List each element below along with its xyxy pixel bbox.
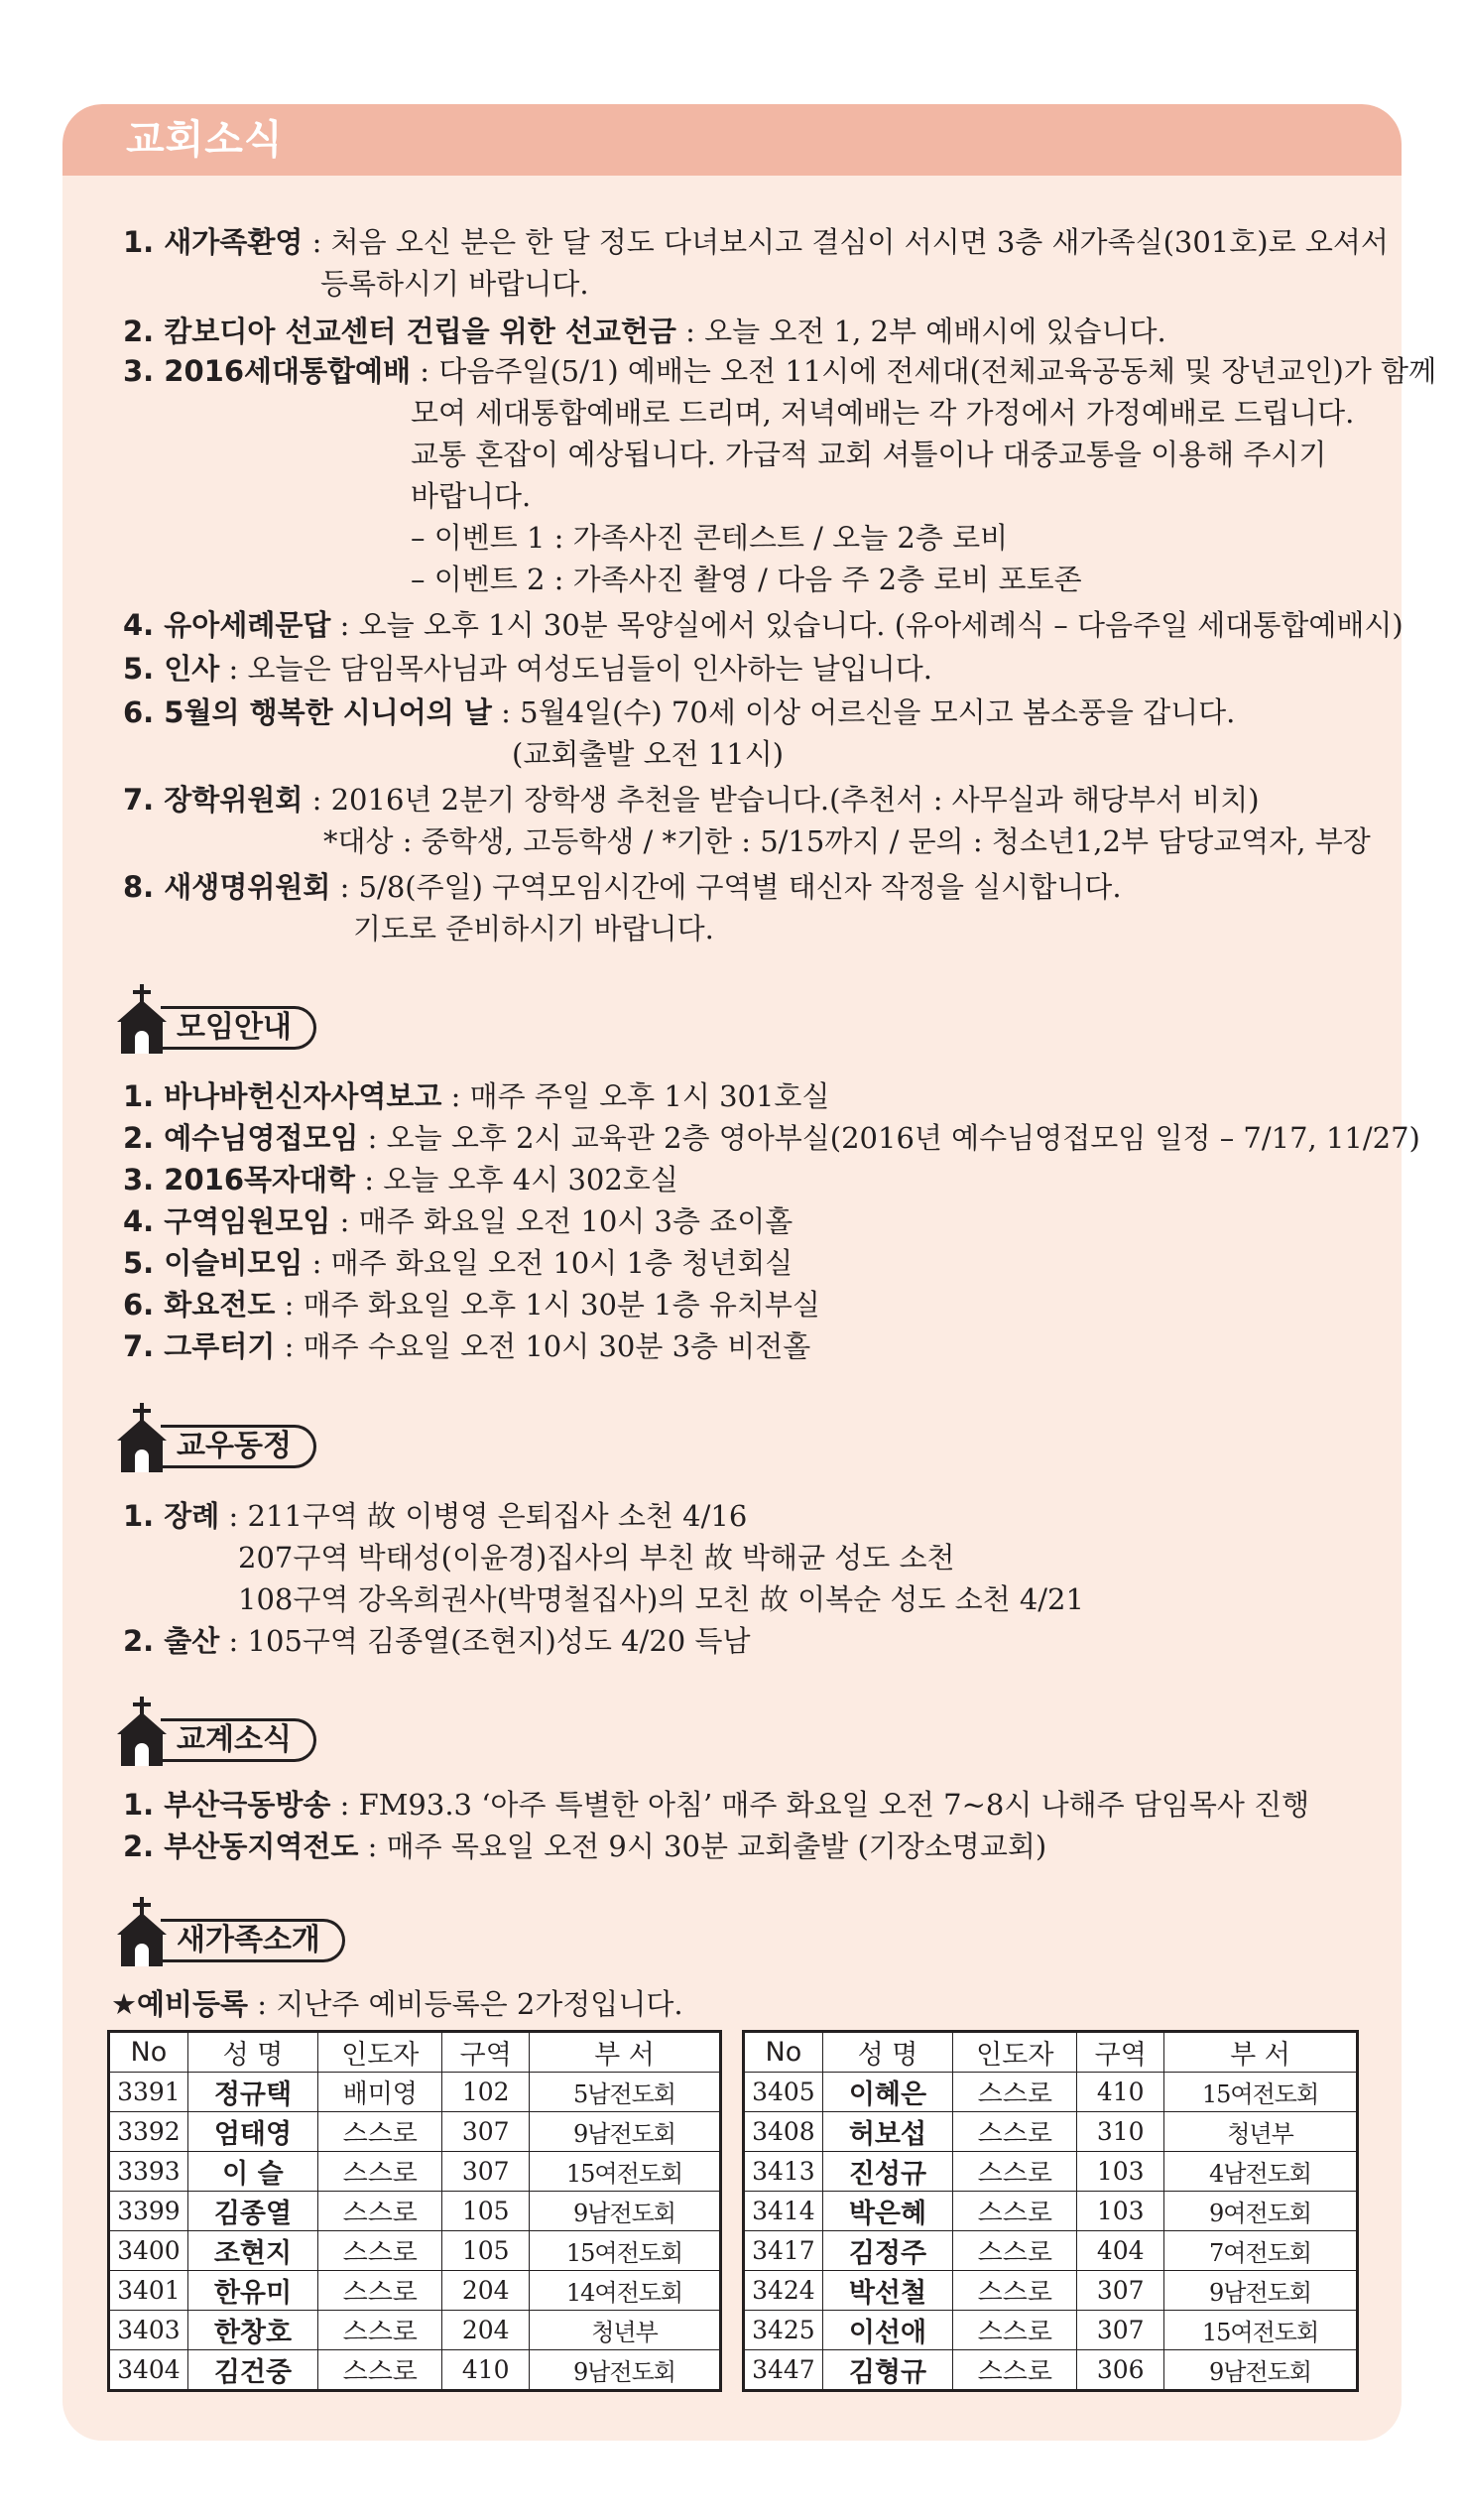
news-item-7-cont: *대상 : 중학생, 고등학생 / *기한 : 5/15까지 / 문의 : 청소년1,2부 담당교역자, 부장 <box>323 824 1371 858</box>
cell-dept: 청년부 <box>529 2311 720 2350</box>
table-row <box>109 2350 721 2391</box>
cell-area: 103 <box>1077 2152 1164 2192</box>
cell-area: 306 <box>1077 2350 1164 2391</box>
news-item-3-cont: 교통 혼잡이 예상됩니다. 가급적 교회 셔틀이나 대중교통을 이용해 주시기 <box>411 438 1327 471</box>
table-row <box>109 2271 721 2311</box>
column-header: 구역 <box>442 2032 530 2073</box>
cell-area: 307 <box>442 2112 530 2152</box>
table-row <box>744 2073 1358 2112</box>
cell-guide: 스스로 <box>953 2271 1077 2311</box>
cell-guide: 스스로 <box>953 2073 1077 2112</box>
column-header: 성 명 <box>187 2032 317 2073</box>
cell-guide: 스스로 <box>318 2112 442 2152</box>
news-item-4: 4. 유아세례문답 : 오늘 오후 1시 30분 목양실에서 있습니다. (유아세례식 – 다음주일 세대통합예배시) <box>123 608 1404 642</box>
cell-area: 204 <box>442 2311 530 2350</box>
cell-no: 3405 <box>744 2073 823 2112</box>
cell-no: 3393 <box>109 2152 188 2192</box>
column-header: 성 명 <box>822 2032 952 2073</box>
column-header: 구역 <box>1077 2032 1164 2073</box>
table-row <box>109 2311 721 2350</box>
news-item-3: 3. 2016세대통합예배 : 다음주일(5/1) 예배는 오전 11시에 전세대(전체교육공동체 및 장년교인)가 함께 <box>123 354 1437 388</box>
section-meetings-title: 모임안내 <box>161 1006 316 1050</box>
cell-area: 307 <box>1077 2271 1164 2311</box>
table-row <box>744 2231 1358 2271</box>
column-header: 인도자 <box>953 2032 1077 2073</box>
cell-name: 한창호 <box>187 2311 317 2350</box>
cell-dept: 14여전도회 <box>529 2271 720 2311</box>
table-header-row <box>744 2032 1358 2073</box>
cell-area: 105 <box>442 2192 530 2231</box>
news-item-7: 7. 장학위원회 : 2016년 2분기 장학생 추천을 받습니다.(추천서 : 사무실과 해당부서 비치) <box>123 783 1260 817</box>
table-row <box>744 2350 1358 2391</box>
cell-name: 정규택 <box>187 2073 317 2112</box>
cell-no: 3413 <box>744 2152 823 2192</box>
news-item-6-cont: (교회출발 오전 11시) <box>512 737 785 771</box>
cell-guide: 스스로 <box>318 2311 442 2350</box>
cell-dept: 15여전도회 <box>529 2152 720 2192</box>
cell-dept: 15여전도회 <box>1164 2311 1358 2350</box>
cell-name: 진성규 <box>822 2152 952 2192</box>
cell-area: 204 <box>442 2271 530 2311</box>
cell-no: 3400 <box>109 2231 188 2271</box>
cell-dept: 9남전도회 <box>529 2192 720 2231</box>
section-newfamily-title: 새가족소개 <box>161 1919 345 1962</box>
newfamily-table-left <box>107 2030 722 2392</box>
cell-guide: 스스로 <box>953 2112 1077 2152</box>
column-header: No <box>744 2032 823 2073</box>
cell-area: 103 <box>1077 2192 1164 2231</box>
member-item-1-cont: 108구역 강옥희권사(박명철집사)의 모친 故 이복순 성도 소천 4/21 <box>238 1582 1084 1616</box>
cell-guide: 스스로 <box>953 2311 1077 2350</box>
member-item-1: 1. 장례 : 211구역 故 이병영 은퇴집사 소천 4/16 <box>123 1499 748 1533</box>
news-item-8: 8. 새생명위원회 : 5/8(주일) 구역모임시간에 구역별 태신자 작정을 실시합니다. <box>123 870 1122 904</box>
table-row <box>744 2112 1358 2152</box>
member-item-1-cont: 207구역 박태성(이윤경)집사의 부친 故 박해균 성도 소천 <box>238 1541 955 1575</box>
cell-no: 3403 <box>109 2311 188 2350</box>
cell-dept: 5남전도회 <box>529 2073 720 2112</box>
cell-dept: 4남전도회 <box>1164 2152 1358 2192</box>
column-header: 부 서 <box>1164 2032 1358 2073</box>
external-item-1: 1. 부산극동방송 : FM93.3 ‘아주 특별한 아침’ 매주 화요일 오전 7~8시 나해주 담임목사 진행 <box>123 1788 1310 1822</box>
cell-no: 3447 <box>744 2350 823 2391</box>
cell-guide: 스스로 <box>953 2192 1077 2231</box>
cell-name: 박선철 <box>822 2271 952 2311</box>
cell-no: 3391 <box>109 2073 188 2112</box>
cell-name: 김형규 <box>822 2350 952 2391</box>
table-row <box>744 2152 1358 2192</box>
table-row <box>744 2311 1358 2350</box>
cell-no: 3392 <box>109 2112 188 2152</box>
cell-area: 310 <box>1077 2112 1164 2152</box>
cell-guide: 배미영 <box>318 2073 442 2112</box>
external-item-2: 2. 부산동지역전도 : 매주 목요일 오전 9시 30분 교회출발 (기장소명교회) <box>123 1829 1047 1863</box>
cell-area: 105 <box>442 2231 530 2271</box>
member-item-2: 2. 출산 : 105구역 김종열(조현지)성도 4/20 득남 <box>123 1624 751 1658</box>
cell-no: 3408 <box>744 2112 823 2152</box>
cell-guide: 스스로 <box>318 2192 442 2231</box>
section-external-title: 교계소식 <box>161 1718 316 1762</box>
table-row <box>109 2152 721 2192</box>
cell-guide: 스스로 <box>318 2271 442 2311</box>
meeting-item-4: 4. 구역임원모임 : 매주 화요일 오전 10시 3층 죠이홀 <box>123 1204 794 1238</box>
newfamily-table-right <box>742 2030 1359 2392</box>
cell-name: 김정주 <box>822 2231 952 2271</box>
column-header: 부 서 <box>529 2032 720 2073</box>
panel-header <box>62 104 1402 176</box>
table-row <box>109 2192 721 2231</box>
cell-dept: 9남전도회 <box>1164 2350 1358 2391</box>
news-item-6: 6. 5월의 행복한 시니어의 날 : 5월4일(수) 70세 이상 어르신을 모시고 봄소풍을 갑니다. <box>123 695 1236 729</box>
cell-guide: 스스로 <box>953 2152 1077 2192</box>
cell-dept: 9남전도회 <box>529 2350 720 2391</box>
cell-dept: 9남전도회 <box>1164 2271 1358 2311</box>
meeting-item-1: 1. 바나바헌신자사역보고 : 매주 주일 오후 1시 301호실 <box>123 1079 830 1113</box>
cell-guide: 스스로 <box>318 2152 442 2192</box>
cell-no: 3425 <box>744 2311 823 2350</box>
news-item-3-cont: 바랍니다. <box>411 479 532 513</box>
table-row <box>744 2271 1358 2311</box>
cell-dept: 7여전도회 <box>1164 2231 1358 2271</box>
panel-title: 교회소식 <box>126 117 284 163</box>
prereg-line: ★예비등록 : 지난주 예비등록은 2가정입니다. <box>111 1987 683 2021</box>
table-row <box>109 2073 721 2112</box>
cell-name: 허보섭 <box>822 2112 952 2152</box>
news-item-3-event-1: – 이벤트 1 : 가족사진 콘테스트 / 오늘 2층 로비 <box>411 521 1009 555</box>
cell-guide: 스스로 <box>953 2231 1077 2271</box>
news-item-8-cont: 기도로 준비하시기 바랍니다. <box>353 912 714 945</box>
cell-no: 3404 <box>109 2350 188 2391</box>
meeting-item-2: 2. 예수님영접모임 : 오늘 오후 2시 교육관 2층 영아부실(2016년 예수님영접모임 일정 – 7/17, 11/27) <box>123 1121 1420 1155</box>
news-item-2: 2. 캄보디아 선교센터 건립을 위한 선교헌금 : 오늘 오전 1, 2부 예배시에 있습니다. <box>123 315 1166 348</box>
table-row <box>744 2192 1358 2231</box>
cell-dept: 15여전도회 <box>529 2231 720 2271</box>
section-members-title: 교우동정 <box>161 1425 316 1468</box>
column-header: 인도자 <box>318 2032 442 2073</box>
news-item-5: 5. 인사 : 오늘은 담임목사님과 여성도님들이 인사하는 날입니다. <box>123 652 932 686</box>
table-header-row <box>109 2032 721 2073</box>
cell-area: 404 <box>1077 2231 1164 2271</box>
news-item-1: 1. 새가족환영 : 처음 오신 분은 한 달 정도 다녀보시고 결심이 서시면 3층 새가족실(301호)로 오셔서 <box>123 225 1389 259</box>
cell-dept: 청년부 <box>1164 2112 1358 2152</box>
cell-no: 3424 <box>744 2271 823 2311</box>
cell-no: 3414 <box>744 2192 823 2231</box>
news-item-1-cont: 등록하시기 바랍니다. <box>320 267 589 301</box>
news-item-3-event-2: – 이벤트 2 : 가족사진 촬영 / 다음 주 2층 로비 포토존 <box>411 563 1082 596</box>
meeting-item-5: 5. 이슬비모임 : 매주 화요일 오전 10시 1층 청년회실 <box>123 1246 794 1280</box>
meeting-item-7: 7. 그루터기 : 매주 수요일 오전 10시 30분 3층 비전홀 <box>123 1329 811 1363</box>
cell-name: 김종열 <box>187 2192 317 2231</box>
cell-guide: 스스로 <box>953 2350 1077 2391</box>
cell-area: 410 <box>442 2350 530 2391</box>
cell-guide: 스스로 <box>318 2231 442 2271</box>
cell-name: 박은혜 <box>822 2192 952 2231</box>
cell-name: 조현지 <box>187 2231 317 2271</box>
table-row <box>109 2231 721 2271</box>
cell-area: 410 <box>1077 2073 1164 2112</box>
cell-name: 이 슬 <box>187 2152 317 2192</box>
cell-name: 이선애 <box>822 2311 952 2350</box>
cell-area: 307 <box>442 2152 530 2192</box>
cell-name: 엄태영 <box>187 2112 317 2152</box>
table-row <box>109 2112 721 2152</box>
cell-no: 3417 <box>744 2231 823 2271</box>
meeting-item-6: 6. 화요전도 : 매주 화요일 오후 1시 30분 1층 유치부실 <box>123 1288 820 1322</box>
cell-no: 3399 <box>109 2192 188 2231</box>
cell-name: 한유미 <box>187 2271 317 2311</box>
column-header: No <box>109 2032 188 2073</box>
cell-dept: 9여전도회 <box>1164 2192 1358 2231</box>
news-item-3-cont: 모여 세대통합예배로 드리며, 저녁예배는 각 가정에서 가정예배로 드립니다. <box>411 396 1355 430</box>
cell-dept: 15여전도회 <box>1164 2073 1358 2112</box>
cell-name: 김건중 <box>187 2350 317 2391</box>
cell-dept: 9남전도회 <box>529 2112 720 2152</box>
cell-area: 307 <box>1077 2311 1164 2350</box>
cell-no: 3401 <box>109 2271 188 2311</box>
cell-guide: 스스로 <box>318 2350 442 2391</box>
cell-area: 102 <box>442 2073 530 2112</box>
meeting-item-3: 3. 2016목자대학 : 오늘 오후 4시 302호실 <box>123 1163 678 1197</box>
cell-name: 이혜은 <box>822 2073 952 2112</box>
